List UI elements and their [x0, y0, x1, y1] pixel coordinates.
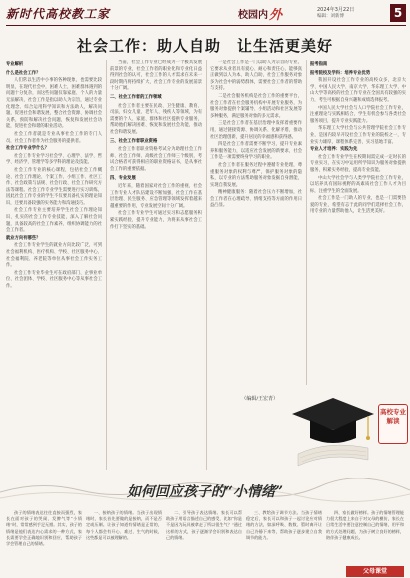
column-byline: 报考指南 — [310, 62, 328, 67]
lower-paragraph: 二、引导孩子表达情绪。家长可以帮助孩子用语言描述自己的感受，比如“你是不是因为玩具被拿走了所以很生气？”通过这样的方式，孩子逐渐学会识别和表达自己的情绪。 — [166, 510, 242, 540]
article-paragraph: 四是社会工作者需要不断学习，提升专业素养和服务能力，以适应社会发展的新要求，社会工作是一项需要终身学习的职业。 — [210, 142, 302, 161]
article-paragraph: 社会工作者就是专业从事社会工作的专门人员，社会工作者作为社会服务的提供者。 — [6, 131, 102, 144]
header-rule — [6, 25, 406, 26]
article-paragraph: 一是社会工作是一门以助人为宗旨的专业，它要求从业者具有爱心、耐心和责任心，能够真正做到以人为本、助人自助，社会工作服务对象多为社会中的弱势群体，需要社会工作者的帮助与支持。 — [210, 60, 302, 92]
article-subheading: 专业人才培养：实践为先 — [310, 147, 358, 153]
stamp-label: 高校专业解读 — [378, 404, 408, 444]
article-subheading: 二、社会工作者的工作领域 — [110, 94, 162, 100]
article-subheading: 社会工作专业学什么？ — [6, 146, 49, 152]
column-divider — [106, 60, 107, 470]
article-paragraph: 社会工作者主要在民政、卫生健康、教育、司法、妇女儿童、老年人、残疾人等领域，为有需要的个人、家庭、群体和社区提供专业服务，帮助他们解决困难、恢复和发展社会功能，推动社会和谐发展。 — [110, 103, 202, 135]
author-note: （编辑/王宏青） — [241, 396, 278, 402]
issue-date: 2024年3月22日 — [317, 7, 355, 13]
lower-paragraph: 孩子的情绪表达往往直接而强烈，家长在面对孩子的哭闹、发脾气等“小情绪”时，常常感到手足无措。其实，孩子的情绪是他们表达内心需求的一种方式，家长需要学会正确地识别和回应，帮助孩子学会管理自己的情绪。 — [6, 510, 82, 547]
graduation-cap-icon — [288, 388, 378, 472]
lower-paragraph: 四、家长做好榜样。孩子的情绪管理能力很大程度上来自于对父母的模仿，家长在日常生活中要注意控制自己的情绪，用平和的方式处理问题，为孩子树立良好的榜样，陪伴孩子健康成长。 — [326, 510, 404, 540]
article-paragraph: 中国人民大学社会与人口学院社会工作专业，注重理论与实践相结合，学生有机会参与各类社会服务项目，提升专业实践能力。 — [310, 105, 406, 124]
lower-column-5 — [326, 510, 404, 562]
lower-column-3 — [166, 510, 242, 572]
lower-column-1 — [6, 510, 82, 572]
article-column-2 — [110, 60, 202, 475]
lower-column-2 — [86, 510, 162, 572]
article-paragraph: 社会工作是一门助人的专业，也是一门需要热爱的专业，希望有志于此的同学们选择社会工作，用专业的力量帮助他人，让生活更美好。 — [310, 196, 406, 215]
article-paragraph: 社会工作专业学习社会学、心理学、法学、哲学、经济学，管理学等多学科的理论及技能。 — [6, 153, 102, 166]
article-subheading: 什么是社会工作？ — [6, 70, 41, 76]
article-paragraph: 中山大学社会学与人类学学院社会工作专业，以培养具有国际视野的高素质社会工作人才为目标，注重学生的全面发展。 — [310, 175, 406, 194]
lower-column-4 — [246, 510, 322, 572]
article-paragraph: 近年来，随着国家对社会工作的重视，社会工作专业人才队伍建设不断加强，社会工作在基层治理、民生服务、应急管理等领域发挥着越来越重要的作用，专业发展空间十分广阔。 — [110, 184, 202, 209]
article-subheading: 就业方向有哪些？ — [6, 235, 41, 241]
column-byline: 专业解析 — [6, 62, 24, 67]
article-paragraph: 华东理工大学社会与公共管理学院社会工作专业，是国内较早开设社会工作专业的院校之一，专业实力雄厚，课程体系完善，实习基地丰富。 — [310, 126, 406, 145]
article-paragraph: 社会工作专业学生的就业方向比较广泛，可到社会福利机构、医疗机构、学校、社区服务中心、社会福利院、养老院等单位从事社会工作实务工作。 — [6, 243, 102, 269]
lower-headline: 如何回应孩子的“小情绪” — [126, 484, 284, 500]
article-paragraph: 精神健康服务：随着社会压力不断增加，社会工作者在心理疏导、情绪支持等方面的作用日益凸显。 — [210, 190, 302, 209]
section-label-a: 校园内 — [238, 9, 268, 21]
article-paragraph: 社会工作专业学生可通过实习和志愿服务积累实践经验，提升专业能力，为将来从事社会工作打下坚实的基础。 — [110, 211, 202, 230]
article-paragraph: 社会工作专业学生在校期间需完成一定时长的专业实习，在实习中运用所学知识为服务对象提供服务，积累实务经验，提高专业技能。 — [310, 154, 406, 173]
article-paragraph: 二是社会服务机构是社会工作的重要平台，社会工作者在社会服务机构中开展专业服务，为服务对象提供个案辅导、小组活动和社区发展等多种服务，满足服务对象的多元需求。 — [210, 93, 302, 119]
article-column-4 — [310, 60, 406, 385]
lower-paragraph: 三、教给孩子调节方法。当孩子情绪稳定后，家长可以和孩子一起讨论应对情绪的方法，如深呼吸、数数、暂时离开让自己冷静下来等，帮助孩子逐步建立自我调节的能力。 — [246, 510, 322, 540]
graduation-illustration — [288, 388, 406, 474]
lower-paragraph: 一、接纳孩子的情绪。当孩子出现情绪时，家长首先要做的是接纳，而不是否定或压制。让孩子知道有情绪是正常的，每个人都会有开心、难过、生气的时候，这些都是可以被理解的。 — [86, 510, 162, 540]
article-paragraph: 社会工作者在服务过程中遵循专业伦理，尊重服务对象的权利与尊严，保护服务对象的隐私，以专业的方法帮助服务对象发掘自身潜能，实现自我发展。 — [210, 162, 302, 188]
article-paragraph: 当前，社会工作专业已经成为一个极具发展前景的专业，社会工作者的职业化和专业化日益得到社会的认可，社会工作的人才需求在未来一段时期内将持续扩大，社会工作专业的发展前景十分广阔。 — [110, 60, 202, 92]
section-label-b: 外 — [269, 7, 283, 23]
section-tag — [238, 4, 282, 22]
article-paragraph: 人们常以生活中小事的各种现象，也需要比较明显，在现代社会中，困难人士，困难群体遇到的问题十分复杂，而这些问题仅靠家庭、个人的力量无法解决，社会工作是指以助人为宗旨，通过专业化理念、综合运用科学知识和方法助人，解决问题，促进社会和谐发展，整合社会资源、协调社会关系，预防和解决社会问题，恢复和发展社会功能，促进社会和谐的职业活动。 — [6, 78, 102, 130]
article-subheading: 三、社会工作者职业资格 — [110, 138, 158, 144]
article-paragraph: 社会工作专业毕业生可在政府部门、企事业单位、社会团体、学校、社区服务中心等从事社会工作。 — [6, 270, 102, 289]
editors: 编辑：刘新博 — [317, 14, 344, 19]
footer-section-tag: 父母课堂 — [346, 566, 404, 577]
article-paragraph: 我国开设社会工作专业的高校众多，北京大学、中国人民大学、南京大学、华东理工大学、中山大学等高校的社会工作专业在全国具有较强的实力，考生可根据自身兴趣和成绩选择报考。 — [310, 78, 406, 103]
masthead: 新时代高校教工家 — [6, 7, 111, 21]
column-divider — [206, 60, 207, 470]
article-paragraph: 三是社会工作者在基层治理中发挥着重要作用，通过链接资源、协调关系、化解矛盾，推动社区治理创新，提升居民的幸福感和获得感。 — [210, 121, 302, 140]
article-subheading: 四、专业发展 — [110, 175, 136, 181]
article-subheading: 报考院校及学科：培养专业优势 — [310, 70, 371, 76]
article-paragraph: 社会工作专业主要培养学生社会工作理论知识、扎实的社会工作专业技能，深入了解社会问题，具备较高的社会工作素养、组织协调能力的社会工作者。 — [6, 208, 102, 234]
column-divider — [306, 60, 307, 385]
article-column-1 — [6, 60, 102, 475]
article-paragraph: 社会工作者职业资格考试分为助理社会工作师、社会工作师、高级社会工作师三个级别，考试合格者可获得相应的职业资格证书，是从事社会工作的重要依据。 — [110, 147, 202, 172]
article-paragraph: 社会工作专业的核心课程，包括社会工作概论、社会工作理论、个案工作、小组工作、社区工作、社会政策与法规、社会行政、社会工作研究方法等课程。社会工作专业学生需要进行实习训练，因此社会工作专业的学生不仅要具备扎实的理论知识，还要具备较强的实务能力和沟通技巧。 — [6, 167, 102, 206]
page-number: 5 — [390, 4, 406, 22]
main-headline: 社会工作：助人自助 让生活更美好 — [76, 37, 333, 55]
